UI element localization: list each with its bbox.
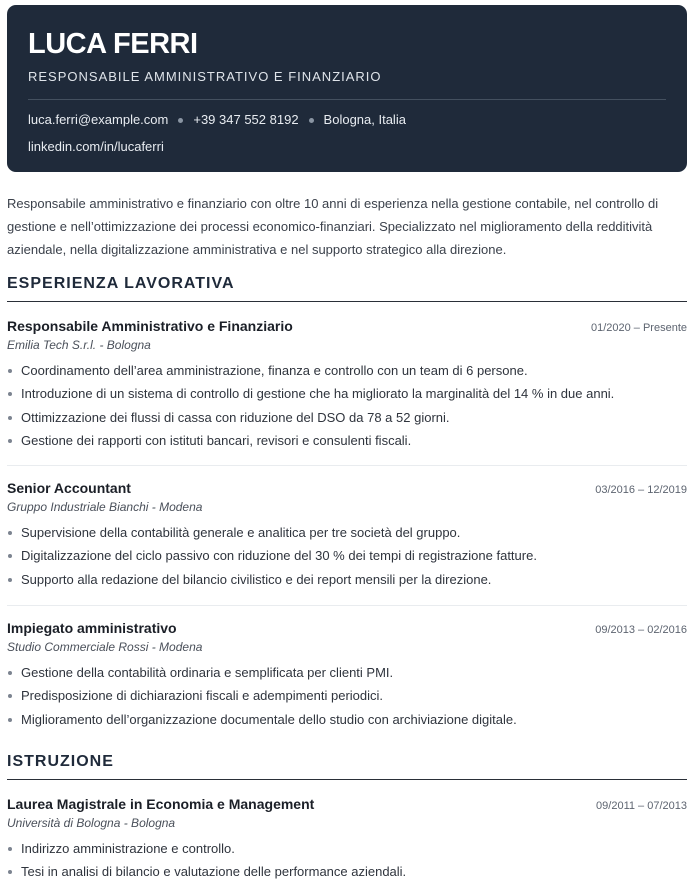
list-item: Gestione dei rapporti con istituti bancari, revisori e consulenti fiscali. <box>7 429 687 452</box>
list-item: Introduzione di un sistema di controllo di gestione che ha migliorato la marginalità del 14 % in due anni. <box>7 382 687 405</box>
degree-title: Laurea Magistrale in Economia e Management <box>7 796 315 812</box>
entry-header <box>7 479 687 497</box>
list-item: Indirizzo amministrazione e controllo. <box>7 837 687 860</box>
job-bullets <box>7 521 687 591</box>
job-bullets <box>7 661 687 731</box>
email-link[interactable]: luca.ferri@example.com <box>28 112 169 127</box>
section-title-education: ISTRUZIONE <box>7 752 687 780</box>
education-entry <box>7 795 687 884</box>
profile-summary: Responsabile amministrativo e finanziario con oltre 10 anni di esperienza nella gestione contabile, nel controllo di gestione e nell’ottimizzazione dei processi economico-finanziari. Specializzato nel miglioramento della redditività aziendale, nella digitalizzazione amministrativa e nel supporto strategico alla direzione. <box>7 196 659 257</box>
entry-separator <box>7 605 687 606</box>
job-company: Studio Commerciale Rossi - Modena <box>7 640 203 654</box>
degree-dates: 09/2011 – 07/2013 <box>596 800 687 812</box>
separator-dot-icon <box>178 118 183 123</box>
job-company: Gruppo Industriale Bianchi - Modena <box>7 500 203 514</box>
section-title-experience: ESPERIENZA LAVORATIVA <box>7 274 687 302</box>
job-dates: 03/2016 – 12/2019 <box>595 484 687 496</box>
job-title: Responsabile Amministrativo e Finanziario <box>7 318 293 334</box>
entry-header <box>7 619 687 637</box>
contact-row-primary <box>28 112 666 128</box>
experience-entry <box>7 479 687 591</box>
job-title: Senior Accountant <box>7 480 131 496</box>
list-item: Gestione della contabilità ordinaria e semplificata per clienti PMI. <box>7 661 687 684</box>
location-text: Bologna, Italia <box>323 112 406 127</box>
experience-entry <box>7 317 687 452</box>
separator-dot-icon <box>309 118 314 123</box>
job-bullets <box>7 359 687 452</box>
header-divider <box>28 99 666 100</box>
candidate-role: RESPONSABILE AMMINISTRATIVO E FINANZIARIO <box>28 69 382 84</box>
list-item: Miglioramento dell’organizzazione documentale dello studio con archiviazione digitale. <box>7 708 687 731</box>
job-title: Impiegato amministrativo <box>7 620 177 636</box>
job-company: Emilia Tech S.r.l. - Bologna <box>7 338 151 352</box>
resume-header <box>7 5 687 172</box>
job-dates: 01/2020 – Presente <box>590 322 687 334</box>
experience-entry <box>7 619 687 731</box>
entry-header <box>7 795 687 813</box>
phone-number[interactable]: +39 347 552 8192 <box>193 112 299 127</box>
list-item: Ottimizzazione dei flussi di cassa con riduzione del DSO da 78 a 52 giorni. <box>7 406 687 429</box>
list-item: Tesi in analisi di bilancio e valutazione delle performance aziendali. <box>7 860 687 883</box>
list-item: Coordinamento dell’area amministrazione, finanza e controllo con un team di 6 persone. <box>7 359 687 382</box>
list-item: Digitalizzazione del ciclo passivo con riduzione del 30 % dei tempi di registrazione fatture. <box>7 544 687 567</box>
linkedin-link[interactable]: linkedin.com/in/lucaferri <box>28 139 164 154</box>
contact-row-secondary <box>28 139 666 155</box>
list-item: Predisposizione di dichiarazioni fiscali e adempimenti periodici. <box>7 684 687 707</box>
candidate-name: LUCA FERRI <box>28 28 198 60</box>
institution: Università di Bologna - Bologna <box>7 816 176 830</box>
list-item: Supervisione della contabilità generale e analitica per tre società del gruppo. <box>7 521 687 544</box>
list-item: Supporto alla redazione del bilancio civilistico e dei report mensili per la direzione. <box>7 568 687 591</box>
job-dates: 09/2013 – 02/2016 <box>595 624 687 636</box>
entry-separator <box>7 465 687 466</box>
entry-header <box>7 317 687 335</box>
degree-bullets <box>7 837 687 884</box>
contact-info <box>28 112 666 155</box>
